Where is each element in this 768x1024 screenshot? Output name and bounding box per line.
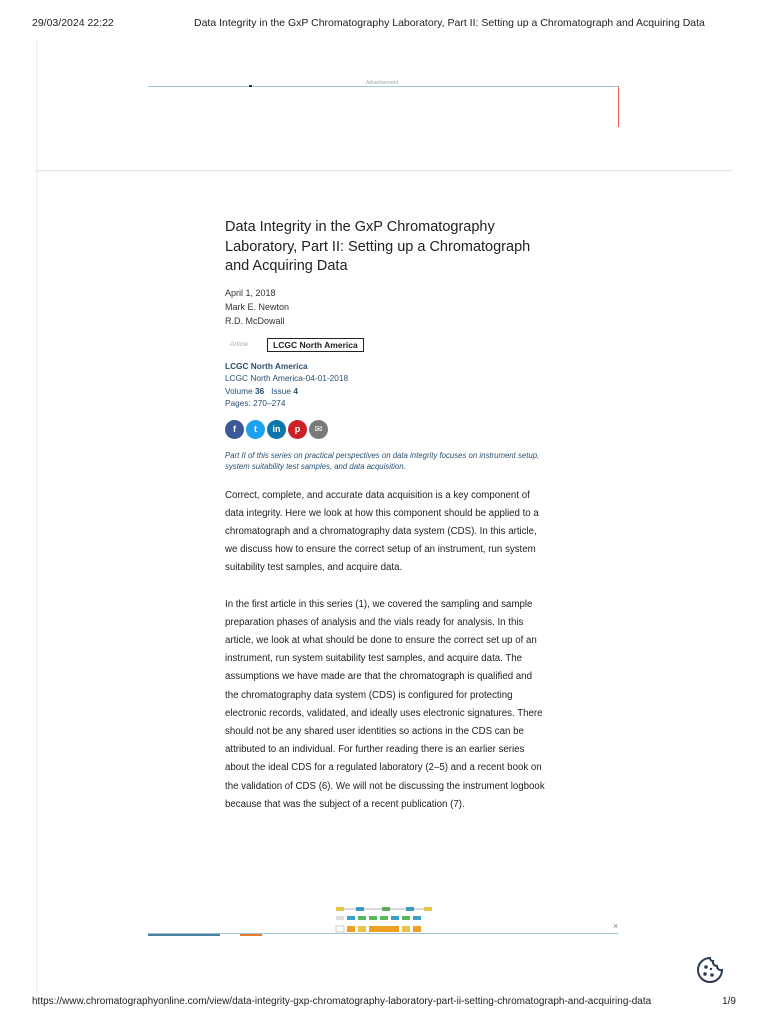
article-title: Data Integrity in the GxP Chromatography Laboratory, Part II: Setting up a Chromatograph and Acquiring Data bbox=[225, 219, 531, 274]
ad-accent-line bbox=[148, 934, 220, 936]
frame-edge bbox=[36, 40, 38, 992]
issue-link[interactable]: LCGC North America-04-01-2018 bbox=[225, 373, 349, 383]
article-abstract: Part II of this series on practical perspectives on data integrity focuses on instrument setup, system suitability test samples, and data acquisition. bbox=[225, 450, 540, 471]
print-footer bbox=[0, 994, 768, 1024]
ad-accent-line bbox=[240, 934, 262, 936]
bottom-advertisement-banner[interactable] bbox=[148, 933, 618, 990]
volume-issue bbox=[225, 385, 545, 398]
close-icon[interactable]: × bbox=[613, 921, 619, 931]
article bbox=[225, 218, 545, 814]
share-bar bbox=[225, 420, 545, 440]
cookie-settings-icon[interactable] bbox=[695, 955, 725, 985]
twitter-icon[interactable]: t bbox=[246, 420, 265, 439]
article-type-label: Article bbox=[230, 340, 249, 348]
issue-number: 4 bbox=[293, 385, 298, 396]
body-paragraph: Correct, complete, and accurate data acquisition is a key component of data integrity. Here we look at how this component should be applied to a chromatograph and a chromatography data system (CDS). In this article, we discuss how to ensure the correct setup of an instrument, run system suitability test samples, and acquire data. bbox=[225, 489, 539, 574]
print-header bbox=[0, 0, 768, 40]
volume-number: 36 bbox=[255, 385, 265, 396]
volume-label: Volume bbox=[225, 385, 253, 396]
author-link[interactable]: Mark E. Newton bbox=[225, 301, 290, 312]
email-icon[interactable]: ✉ bbox=[309, 420, 328, 439]
article-meta bbox=[225, 286, 545, 328]
publication-info bbox=[225, 360, 545, 410]
article-date: April 1, 2018 bbox=[225, 287, 276, 298]
header-divider bbox=[36, 170, 732, 171]
tag-row bbox=[225, 338, 545, 354]
linkedin-icon[interactable]: in bbox=[267, 420, 286, 439]
facebook-icon[interactable]: f bbox=[225, 420, 244, 439]
publication-name[interactable]: LCGC North America bbox=[225, 360, 308, 371]
author-link[interactable]: R.D. McDowall bbox=[225, 315, 285, 326]
print-page-number: 1/9 bbox=[722, 996, 736, 1007]
publication-tag[interactable]: LCGC North America bbox=[267, 338, 364, 352]
print-date: 29/03/2024 22:22 bbox=[32, 17, 114, 29]
body-paragraph: In the first article in this series (1), we covered the sampling and sample preparation phases of analysis and the vials ready for analysis. In this article, we look at what should be done to ensure the correct set up of an instrument, run system suitability test samples, and acquire data. The assumptions we have made are that the chromatograph is qualified and the chromatography data system (CDS) is configured for protecting electronic records, validated, and ideally uses electronic signatures. There should not be any shared user identities so actions in the CDS can be attributed to an individual. For further reading there is an earlier series about the ideal CDS for a regulated laboratory (2–5) and a recent book on the validation of CDS (6). We will not be discussing the instrument logbook because that was the subject of a recent publication (7). bbox=[225, 598, 545, 810]
issue-label: Issue bbox=[271, 385, 291, 396]
advertisement-banner[interactable] bbox=[148, 86, 619, 127]
advertisement-label: Advertisement bbox=[366, 80, 398, 86]
pages: Pages: 270–274 bbox=[225, 398, 286, 408]
figure-thumbnail[interactable] bbox=[334, 905, 434, 935]
pinterest-icon[interactable]: p bbox=[288, 420, 307, 439]
print-url: https://www.chromatographyonline.com/view/data-integrity-gxp-chromatography-laboratory-part-ii-setting-chromatograph-and-acquiring-data bbox=[32, 996, 652, 1007]
print-title: Data Integrity in the GxP Chromatography Laboratory, Part II: Setting up a Chromatograph and Acquiring Data bbox=[194, 17, 705, 29]
ad-marker bbox=[249, 85, 252, 87]
